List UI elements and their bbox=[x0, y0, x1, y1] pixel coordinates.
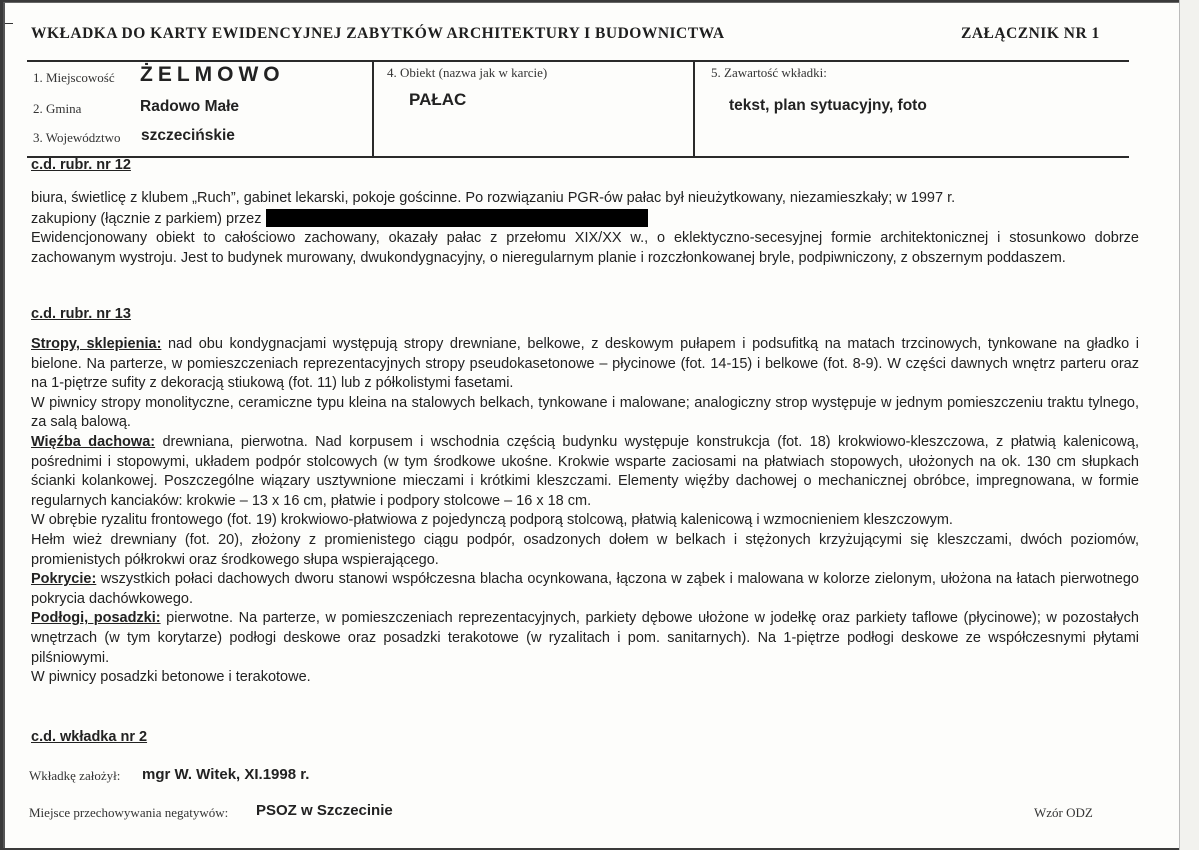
miejscowosc-label: 1. Miejscowość bbox=[33, 70, 115, 85]
section-12-heading: c.d. rubr. nr 12 bbox=[31, 157, 131, 173]
section-13-heading: c.d. rubr. nr 13 bbox=[31, 306, 131, 322]
stropy-paragraph bbox=[31, 335, 1139, 394]
document-page bbox=[3, 2, 1181, 848]
podlogi-label: Podłogi, posadzki: bbox=[31, 610, 161, 627]
pokrycie-label: Pokrycie: bbox=[31, 571, 97, 588]
section-12-line-1: biura, świetlicę z klubem „Ruch”, gabinet lekarski, pokoje gościnne. Po rozwiązaniu PGR-ów pałac był nieużytkowany, niezamieszkały; w 1997 r. bbox=[31, 190, 956, 206]
box-divider-1 bbox=[372, 61, 374, 157]
gmina-label: 2. Gmina bbox=[33, 101, 82, 116]
zawartosc-value: tekst, plan sytuacyjny, foto bbox=[729, 97, 927, 114]
section-12-paragraph-2: Ewidencjonowany obiekt to całościowo zachowany, okazały pałac z przełomu XIX/XX w., o eklektyczno-secesyjnej formie architektonicznej i stosunkowo dobrze zachowanym wystroju. Jest to budynek murowany, dwukondygnacyjny, o nieregularnym planie i rozczłonkowanej bryle, podpiwniczony, z obszernym poddaszem. bbox=[31, 230, 1139, 266]
redaction-bar bbox=[266, 209, 648, 227]
obiekt-label: 4. Obiekt (nazwa jak w karcie) bbox=[387, 65, 548, 80]
margin-tick bbox=[5, 23, 13, 24]
ryzalit-paragraph: W obrębie ryzalitu frontowego (fot. 19) krokwiowo-płatwiowa z pojedynczą podporą stolcową, płatwią kalenicową i wzmocnieniem kleszczowym. bbox=[31, 512, 953, 529]
author-value: mgr W. Witek, XI.1998 r. bbox=[142, 766, 310, 783]
piwnica-paragraph: W piwnicy stropy monolityczne, ceramiczne typu kleina na stalowych belkach, tynkowane i malowane; analogiczny strop występuje w jednym pomieszczeniu traktu tylnego, za salą balową. bbox=[31, 394, 1139, 431]
stropy-label: Stropy, sklepienia: bbox=[31, 336, 162, 352]
pokrycie-paragraph bbox=[31, 570, 1139, 609]
scan-edge bbox=[1179, 0, 1199, 850]
document-title: WKŁADKA DO KARTY EWIDENCYJNEJ ZABYTKÓW ARCHITEKTURY I BUDOWNICTWA bbox=[31, 25, 725, 42]
section-13-body bbox=[31, 335, 1139, 688]
section-12-line-2 bbox=[31, 209, 1139, 230]
wiezba-label: Więźba dachowa: bbox=[31, 433, 156, 450]
negatives-label: Miejsce przechowywania negatywów: bbox=[29, 805, 229, 820]
wiezba-text: drewniana, pierwotna. Nad korpusem i wschodnia częścią budynku występuje konstrukcja (fot. 18) krokwiowo-kleszczowa, z płatwią kalenicową, pośrednimi i stopowymi, układem podpór stolcowych (w tym środkowe ukośne. Krokwie wsparte zaciosami na płatwiach stopowych, ułożonych na ok. 130 cm słupkach ścianki kolankowej. Poszczególne wiązary usztywnione mieczami i krótkimi kleszczami. Elementy więźby dachowej o mechanicznej obróbce, impregnowana, w formie regularnych kanciaków: krokwie – 13 x 16 cm, płatwie i podpory stolcowe – 16 x 18 cm. bbox=[31, 433, 1139, 509]
wojewodztwo-value: szczecińskie bbox=[141, 127, 235, 144]
podlogi-text: pierwotne. Na parterze, w pomieszczeniach reprezentacyjnych, parkiety dębowe ułożone w jodełkę oraz parkiety taflowe (płycinowe); w pozostałych wnętrzach (w tym korytarze) podłogi deskowe oraz posadzki terakotowe (w ryzalitach i pom. sanitarnych). Na 1-piętrze podłogi deskowe ze współczesnymi płytami pilśniowymi. bbox=[31, 610, 1139, 666]
gmina-value: Radowo Małe bbox=[140, 98, 240, 115]
box-divider-2 bbox=[693, 61, 695, 157]
wiezba-paragraph bbox=[31, 433, 1139, 511]
box-top-rule bbox=[27, 60, 1129, 62]
podlogi-paragraph bbox=[31, 609, 1139, 668]
section-12-body bbox=[31, 189, 1139, 268]
author-label: Wkładkę założył: bbox=[29, 768, 121, 783]
continuation-heading: c.d. wkładka nr 2 bbox=[31, 729, 148, 745]
wojewodztwo-label: 3. Województwo bbox=[33, 130, 121, 145]
pokrycie-text: wszystkich połaci dachowych dworu stanowi współczesna blacha ocynkowana, łączona w ząbek i malowana w kolorze zielonym, ułożona na łatach pierwotnego pokrycia dachówkowego. bbox=[31, 571, 1139, 607]
helm-paragraph: Hełm wież drewniany (fot. 20), złożony z promienistego ciągu podpór, osadzonych dołem w belkach i stężonych krzyżującymi się kleszczami, dwóch poziomów, promienistych półkrokwi oraz środkowego słupa wspierającego. bbox=[31, 531, 1139, 568]
form-code: Wzór ODZ bbox=[1034, 805, 1093, 820]
miejscowosc-value: ŻELMOWO bbox=[140, 63, 285, 86]
obiekt-value: PAŁAC bbox=[409, 90, 467, 109]
purchaser-text: zakupiony (łącznie z parkiem) przez bbox=[31, 210, 262, 227]
negatives-value: PSOZ w Szczecinie bbox=[256, 802, 393, 819]
stropy-text: nad obu kondygnacjami występują stropy drewniane, belkowe, z deskowym pułapem i podsufitką na matach trzcinowych, tynkowane na gładko i bielone. Na parterze, w pomieszczeniach reprezentacyjnych stropy pseudokasetonowe – płycinowe (fot. 14-15) i belkowe (fot. 8-9). W części dawnych wnętrz parteru oraz na 1-piętrze sufity z dekoracją stiukową (fot. 11) lub z półkolistymi fasetami. bbox=[31, 336, 1140, 392]
posadzki-piwnica-paragraph: W piwnicy posadzki betonowe i terakotowe. bbox=[31, 669, 311, 686]
annex-number: ZAŁĄCZNIK NR 1 bbox=[961, 25, 1100, 42]
zawartosc-label: 5. Zawartość wkładki: bbox=[711, 65, 827, 80]
box-bottom-rule bbox=[27, 156, 1129, 158]
